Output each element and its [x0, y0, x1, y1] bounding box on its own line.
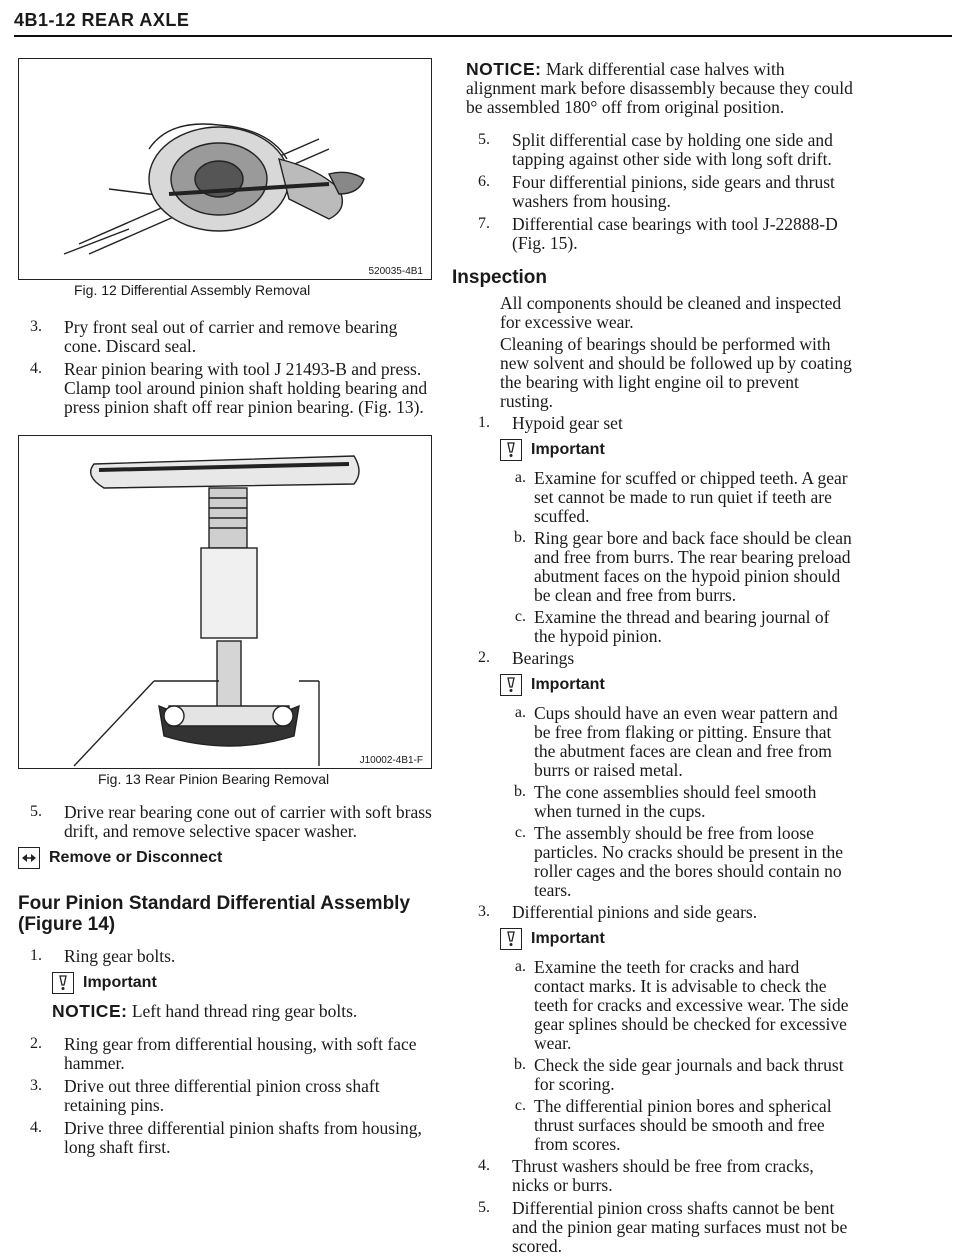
list-item: 2. Ring gear from differential housing, with soft face hammer. [30, 1034, 417, 1073]
figure-12-id: 520035-4B1 [368, 266, 423, 277]
remove-disconnect-icon [18, 847, 40, 869]
figure-13-illustration [18, 435, 432, 769]
list-item: 3. Differential pinions and side gears. [478, 902, 758, 922]
section-heading: Four Pinion Standard Differential Assembly (Figure 14) [18, 893, 411, 935]
sub-item: b. Ring gear bore and back face should be clean and free from burrs. The rear bearing preload abutment faces on the hypoid pinion should be clean and free from burrs. [514, 528, 852, 605]
notice: NOTICE: Mark differential case halves with alignment mark before disassembly because they could be assembled 180° off from original position. [466, 59, 853, 117]
remove-or-disconnect-callout: Remove or Disconnect [18, 847, 436, 869]
list-item: 2. Bearings [478, 648, 575, 668]
sub-list [466, 704, 854, 900]
important-icon [500, 928, 522, 950]
figure-13-caption: Fig. 13 Rear Pinion Bearing Removal [98, 771, 330, 787]
sub-item: c. The differential pinion bores and spherical thrust surfaces should be smooth and free from scores. [514, 1096, 832, 1154]
list-item: 5. Differential pinion cross shafts cannot be bent and the pinion gear mating surfaces must not be scored. [478, 1198, 848, 1256]
differential-drawing [19, 59, 431, 279]
list-item: 3. Pry front seal out of carrier and remove bearing cone. Discard seal. [30, 317, 398, 356]
figure-12-caption: Fig. 12 Differential Assembly Removal [74, 282, 311, 298]
important-icon [52, 972, 74, 994]
page-header: 4B1-12 REAR AXLE [14, 10, 952, 37]
list-item: 6. Four differential pinions, side gears and thrust washers from housing. [478, 172, 835, 211]
bearing-press-drawing [19, 436, 431, 768]
sub-item: b. The cone assemblies should feel smooth when turned in the cups. [514, 782, 817, 821]
sub-item: a. Examine for scuffed or chipped teeth. A gear set cannot be made to run quiet if teeth are scuffed. [514, 468, 848, 526]
important-callout: Important [18, 972, 436, 994]
sub-item: c. Examine the thread and bearing journal of the hypoid pinion. [514, 607, 830, 646]
steps-group [466, 131, 854, 253]
list-item: 7. Differential case bearings with tool J-22888-D (Fig. 15). [478, 214, 838, 253]
figure-13-id: J10002-4B1-F [359, 755, 423, 766]
right-column [452, 59, 854, 1260]
sub-item: b. Check the side gear journals and back thrust for scoring. [514, 1055, 844, 1094]
intro-paragraph: All components should be cleaned and inspected for excessive wear. [500, 293, 842, 332]
important-callout: Important [466, 439, 854, 461]
list-item: 4. Thrust washers should be free from cracks, nicks or burrs. [478, 1156, 814, 1195]
important-icon [500, 439, 522, 461]
sub-list [466, 469, 854, 646]
list-item: 3. Drive out three differential pinion cross shaft retaining pins. [30, 1076, 380, 1115]
figure-12-illustration [18, 58, 432, 280]
list-item: 1. Hypoid gear set [478, 413, 623, 433]
steps-group-a [18, 318, 436, 417]
list-item: 4. Rear pinion bearing with tool J 21493-B and press. Clamp tool around pinion shaft holding bearing and press pinion shaft off rear pinion bearing. (Fig. 13). [30, 359, 428, 417]
important-icon [500, 674, 522, 696]
list-item: 1. Ring gear bolts. [30, 946, 176, 966]
important-callout: Important [466, 928, 854, 950]
steps-group-b [18, 1035, 436, 1157]
important-callout: Important [466, 674, 854, 696]
sub-item: a. Cups should have an even wear pattern and be free from flaking or pitting. Ensure that the abutment faces are clean and free from burrs or raised metal. [514, 703, 838, 780]
sub-item: a. Examine the teeth for cracks and hard contact marks. It is advisable to check the teeth for cracks and excessive wear. The side gear splines should be checked for excessive wear. [514, 957, 849, 1053]
left-column [18, 58, 436, 1161]
sub-item: c. The assembly should be free from loose particles. No cracks should be present in the roller cages and the bores should contain no tears. [514, 823, 844, 900]
sub-list [466, 958, 854, 1154]
intro-paragraph: Cleaning of bearings should be performed with new solvent and should be followed up by coating the bearing with light engine oil to prevent rusting. [500, 334, 852, 411]
list-item: 5. Split differential case by holding one side and tapping against other side with long soft drift. [478, 130, 833, 169]
notice: NOTICE: Left hand thread ring gear bolts. [52, 1001, 358, 1021]
inspection-heading: Inspection [452, 267, 548, 288]
list-item: 5. Drive rear bearing cone out of carrier with soft brass drift, and remove selective spacer washer. [30, 802, 432, 841]
list-item: 4. Drive three differential pinion shafts from housing, long shaft first. [30, 1118, 422, 1157]
